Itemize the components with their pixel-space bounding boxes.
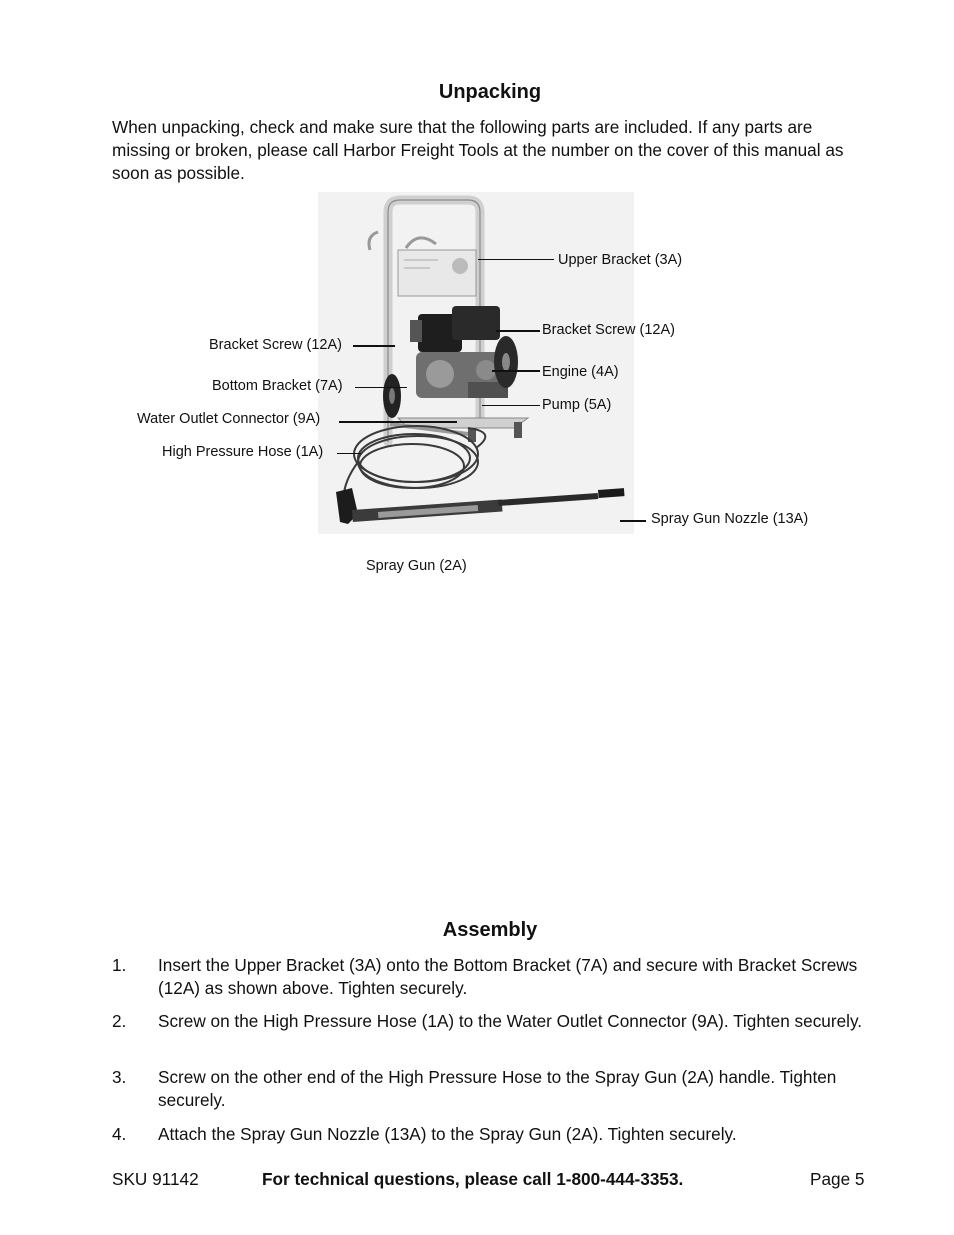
- label-bottom-bracket: Bottom Bracket (7A): [212, 378, 343, 394]
- footer-tech-support: For technical questions, please call 1-800-444-3353.: [262, 1169, 684, 1189]
- label-high-pressure-hose: High Pressure Hose (1A): [162, 444, 324, 460]
- step-number: 4.: [112, 1124, 127, 1144]
- footer-sku: SKU 91142: [112, 1169, 199, 1189]
- label-upper-bracket: Upper Bracket (3A): [558, 252, 683, 268]
- step-text: Insert the Upper Bracket (3A) onto the Bottom Bracket (7A) and secure with Bracket Screws (12A) as shown above. Tighten securely.: [158, 955, 858, 998]
- label-engine: Engine (4A): [542, 364, 619, 380]
- leader-upper-bracket: [478, 259, 554, 260]
- step-text: Screw on the other end of the High Pressure Hose to the Spray Gun (2A) handle. Tighten securely.: [158, 1067, 837, 1110]
- footer-page-number: Page 5: [810, 1169, 865, 1189]
- step-number: 3.: [112, 1067, 127, 1087]
- leader-bottom-bracket: [355, 387, 407, 388]
- label-pump: Pump (5A): [542, 397, 612, 413]
- step-number: 1.: [112, 955, 127, 975]
- label-water-outlet-connector: Water Outlet Connector (9A): [137, 411, 321, 427]
- unpacking-intro: When unpacking, check and make sure that the following parts are included. If any parts are missing or broken, please call Harbor Freight Tools at the number on the cover of this manual as soon as possible.: [112, 117, 844, 183]
- label-bracket-screw-left: Bracket Screw (12A): [209, 337, 342, 353]
- leader-engine: [492, 370, 540, 372]
- leader-pump: [482, 405, 540, 406]
- unpacking-heading: Unpacking: [438, 81, 542, 103]
- leader-bracket-screw-right: [496, 330, 540, 332]
- step-number: 2.: [112, 1011, 127, 1031]
- leader-bracket-screw-left: [353, 345, 395, 347]
- step-text: Screw on the High Pressure Hose (1A) to the Water Outlet Connector (9A). Tighten securely.: [158, 1011, 863, 1031]
- leader-spray-gun-nozzle: [620, 520, 646, 522]
- leader-water-outlet: [339, 421, 457, 423]
- label-spray-gun-nozzle: Spray Gun Nozzle (13A): [651, 511, 809, 527]
- leader-high-pressure-hose: [337, 453, 361, 454]
- label-bracket-screw-right: Bracket Screw (12A): [542, 322, 675, 338]
- assembly-heading: Assembly: [442, 919, 538, 941]
- step-text: Attach the Spray Gun Nozzle (13A) to the Spray Gun (2A). Tighten securely.: [158, 1124, 737, 1144]
- label-spray-gun: Spray Gun (2A): [366, 558, 467, 574]
